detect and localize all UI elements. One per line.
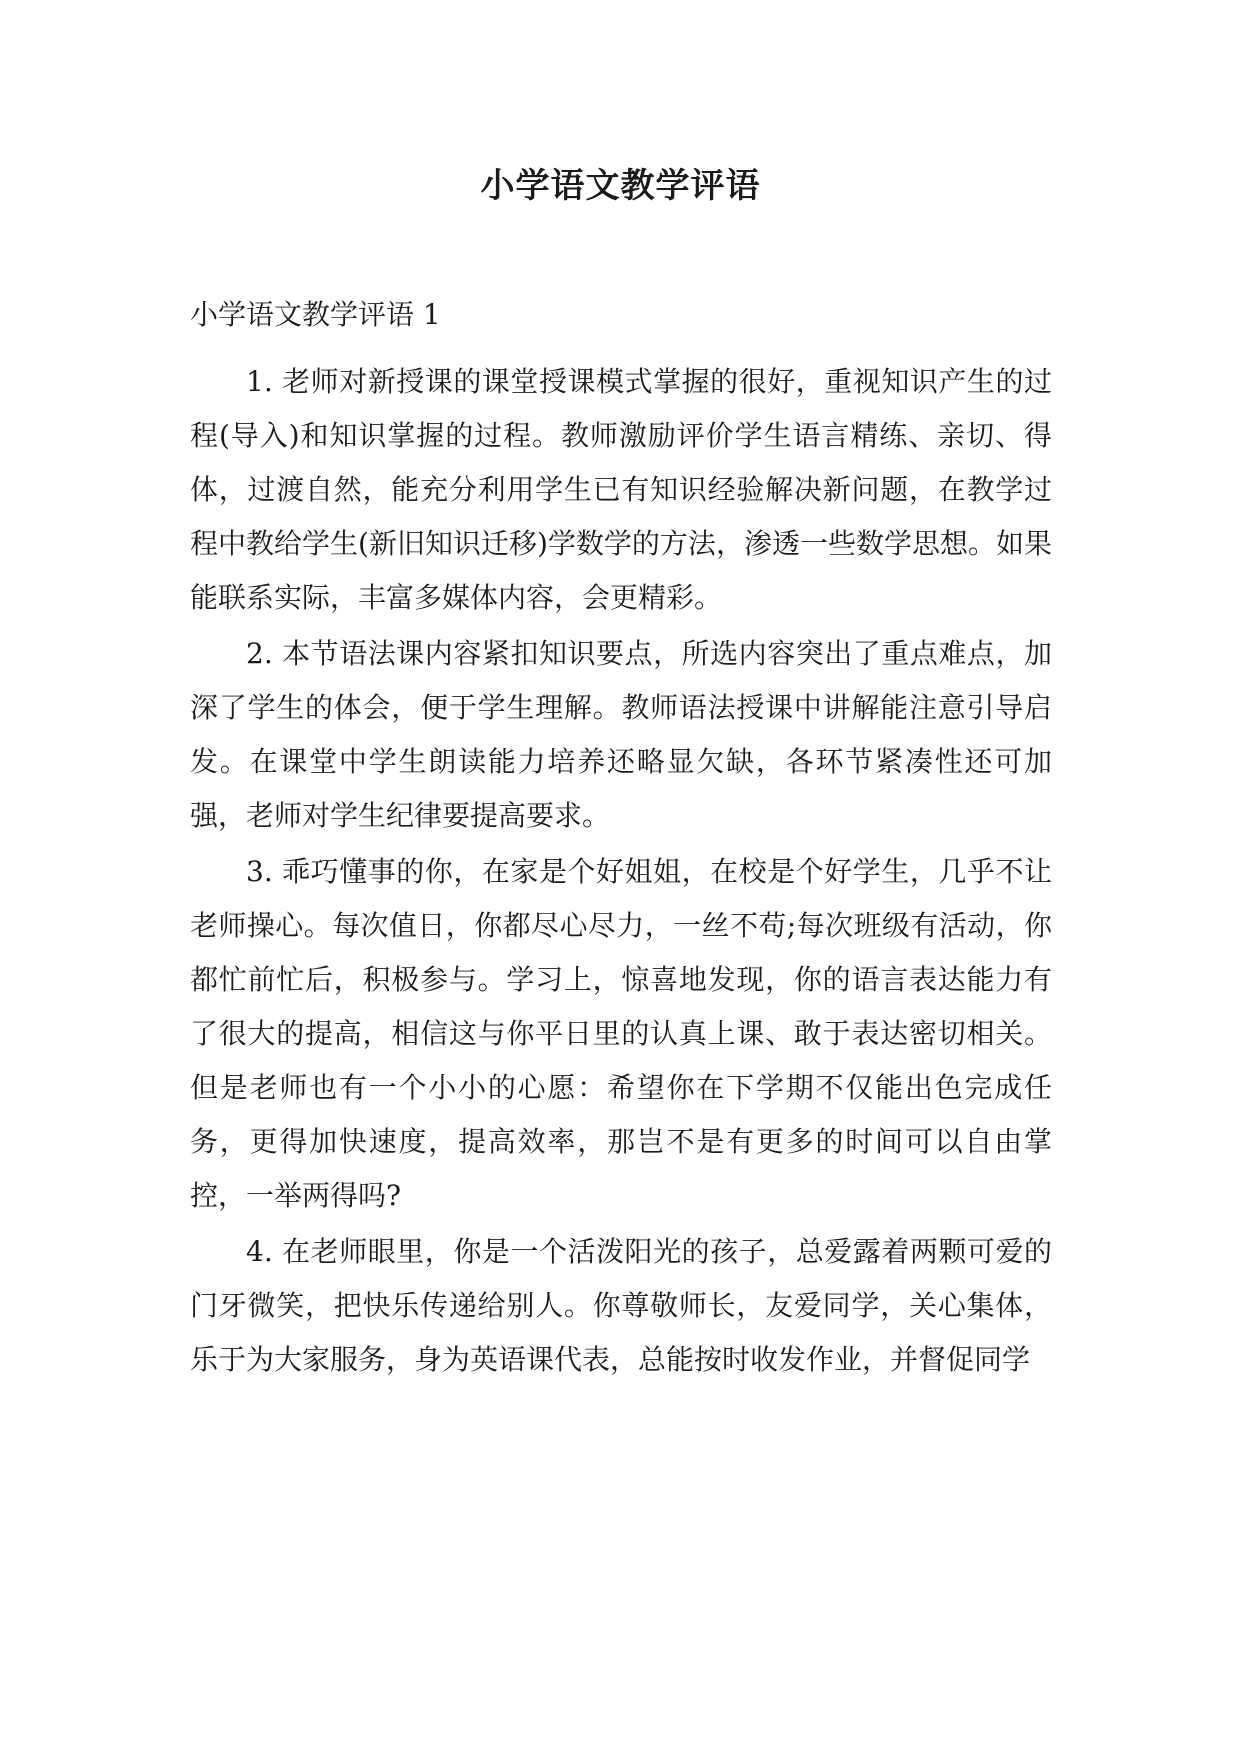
paragraph-4: 4. 在老师眼里，你是一个活泼阳光的孩子，总爱露着两颗可爱的门牙微笑，把快乐传递给别人。你尊敬师长，友爱同学，关心集体，乐于为大家服务，身为英语课代表，总能按时收发作业，并督促同学 <box>190 1235 1052 1376</box>
document-title: 小学语文教学评语 <box>480 166 761 206</box>
document-body <box>190 355 1052 1389</box>
paragraph-2: 2. 本节语法课内容紧扣知识要点，所选内容突出了重点难点，加深了学生的体会，便于学生理解。教师语法授课中讲解能注意引导启发。在课堂中学生朗读能力培养还略显欠缺，各环节紧凑性还可加强，老师对学生纪律要提高要求。 <box>190 637 1052 832</box>
paragraph-1: 1. 老师对新授课的课堂授课模式掌握的很好，重视知识产生的过程(导入)和知识掌握的过程。教师激励评价学生语言精练、亲切、得体，过渡自然，能充分利用学生已有知识经验解决新问题，在教学过程中教给学生(新旧知识迁移)学数学的方法，渗透一些数学思想。如果能联系实际，丰富多媒体内容，会更精彩。 <box>190 365 1052 614</box>
paragraph-3: 3. 乖巧懂事的你，在家是个好姐姐，在校是个好学生，几乎不让老师操心。每次值日，你都尽心尽力，一丝不苟;每次班级有活动，你都忙前忙后，积极参与。学习上，惊喜地发现，你的语言表达能力有了很大的提高，相信这与你平日里的认真上课、敢于表达密切相关。但是老师也有一个小小的心愿：希望你在下学期不仅能出色完成任务，更得加快速度，提高效率，那岂不是有更多的时间可以自由掌控，一举两得吗? <box>190 855 1052 1212</box>
section-heading: 小学语文教学评语 1 <box>190 298 441 331</box>
